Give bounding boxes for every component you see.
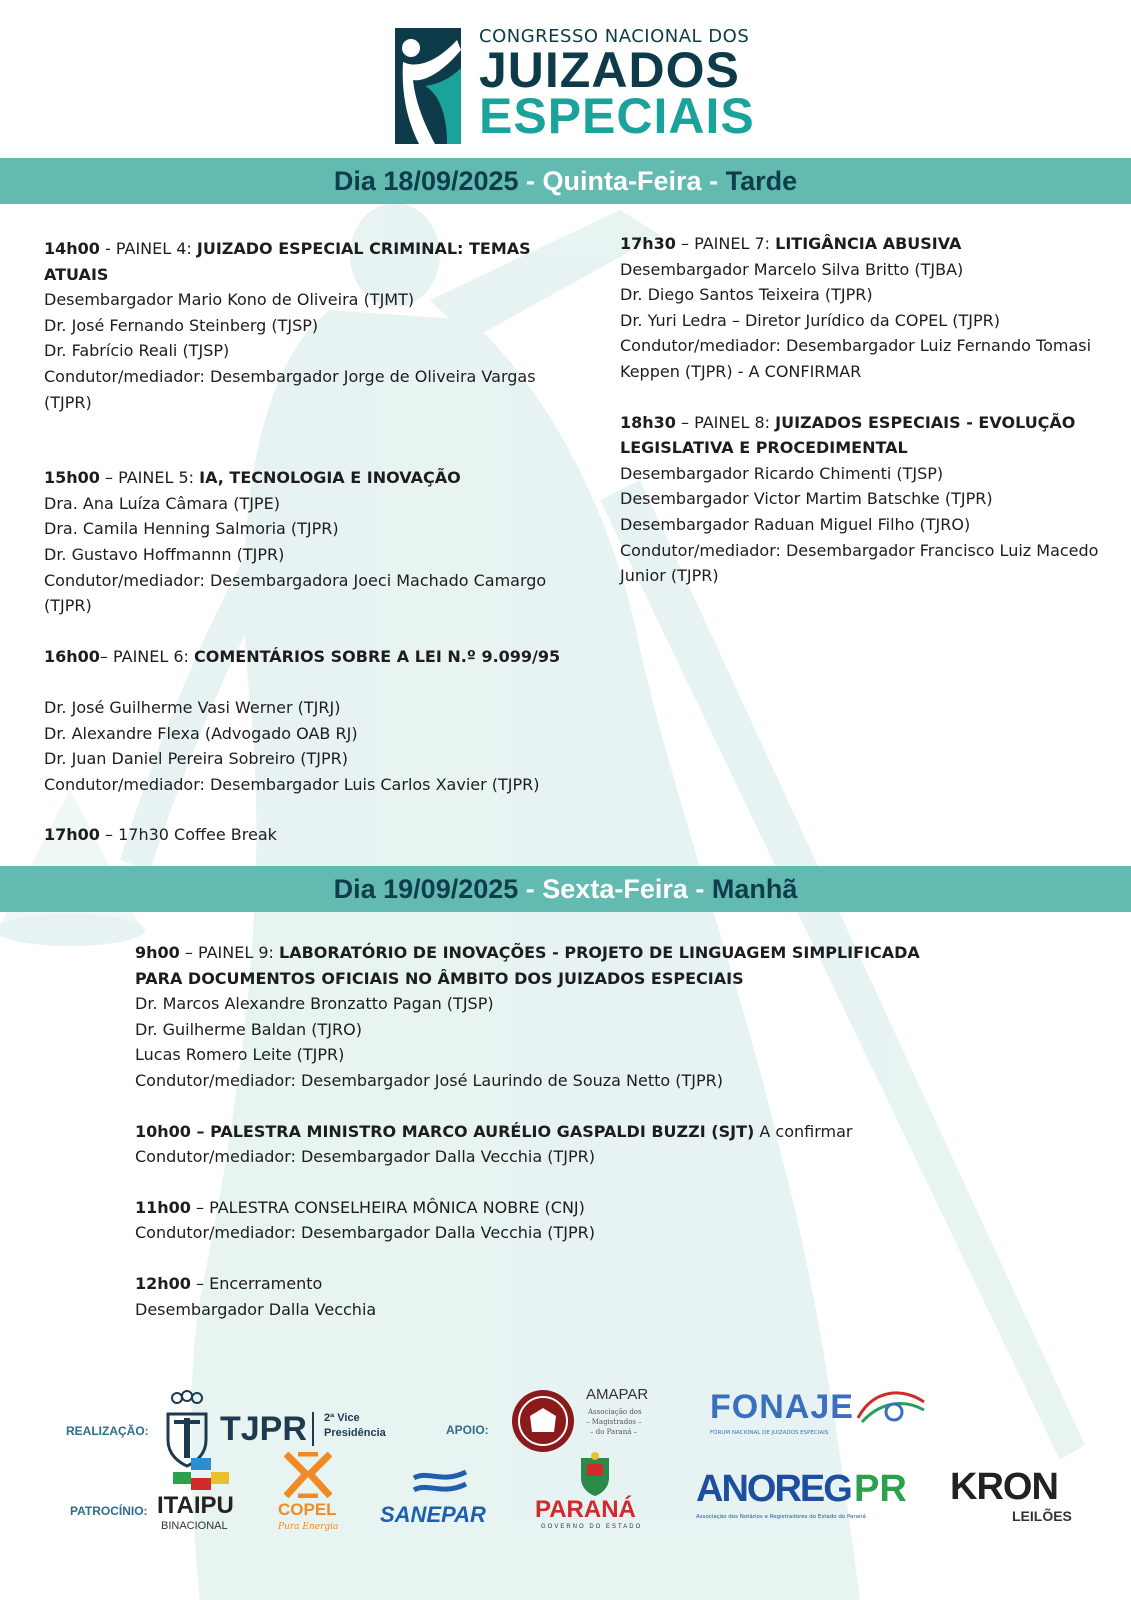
panel-8-title: JUIZADOS ESPECIAIS - EVOLUÇÃO LEGISLATIVA E PROCEDIMENTAL [620,412,1076,458]
speaker: Dr. Diego Santos Teixeira (TJPR) [620,285,873,305]
anoreg-logo: ANOREG PR Associação dos Notários e Registradores do Estado do Paraná [696,1468,907,1520]
congress-logo-icon [395,28,461,144]
copel-symbol-icon [284,1452,332,1498]
sanepar-name: SANEPAR [380,1502,486,1527]
talk-buzzi [135,1119,965,1170]
copel-logo: COPEL Pura Energia [278,1452,358,1542]
moderator: Condutor/mediador: Desembargador Francisco Luiz Macedo Junior (TJPR) [620,540,1099,586]
parana-coat-of-arms-icon [577,1452,613,1496]
speaker: Dr. Guilherme Baldan (TJRO) [135,1019,362,1039]
closing: 12h00 – Encerramento Desembargador Dalla Vecchia [135,1271,965,1322]
day2-weekday: Sexta-Feira [542,874,688,904]
day1-right-column [620,231,1115,614]
day1-left-column [44,236,564,873]
talk-nobre: 11h00 – PALESTRA CONSELHEIRA MÔNICA NOBRE (CNJ) Condutor/mediador: Desembargador Dalla Vecchia (TJPR) [135,1195,965,1246]
realizacao-label: REALIZAÇÃO: [66,1424,149,1438]
day1-period: Tarde [725,166,798,196]
speaker: Desembargador Ricardo Chimenti (TJSP) [620,463,944,483]
parana-logo: PARANÁ GOVERNO DO ESTADO [535,1452,655,1542]
talk-buzzi-time: 10h00 [135,1121,191,1141]
speaker: Dr. Fabrício Reali (TJSP) [44,341,230,361]
kron-name: KRON [950,1466,1058,1508]
closing-time: 12h00 [135,1273,191,1293]
panel-7-time: 17h30 [620,234,676,253]
logo-line-2: JUIZADOS [479,42,740,98]
itaipu-symbol-icon [173,1458,233,1492]
anoreg-pr: PR [854,1468,907,1510]
coffee-break: 17h00 – 17h30 Coffee Break [44,825,277,845]
day1-weekday: Quinta-Feira [542,166,702,196]
panel-6-time: 16h00 [44,646,100,666]
speaker: Dr. José Fernando Steinberg (TJSP) [44,315,319,335]
amapar-seal-icon [510,1388,576,1454]
speaker: Dr. Juan Daniel Pereira Sobreiro (TJPR) [44,749,348,769]
copel-name: COPEL [278,1500,337,1519]
panel-4: 14h00 - PAINEL 4: JUIZADO ESPECIAL CRIMINAL: TEMAS ATUAIS Desembargador Mario Kono de Oliveira (TJMT) Dr. José Fernando Steinberg (TJSP) Dr. Fabrício Reali (TJSP) Condutor/mediador: Desembargador Jorge de Oliveira Vargas (TJPR) [44,236,564,415]
speaker: Dr. Marcos Alexandre Bronzatto Pagan (TJSP) [135,994,494,1014]
moderator: Condutor/mediador: Desembargador Luis Carlos Xavier (TJPR) [44,774,540,794]
logo-line-1: CONGRESSO NACIONAL DOS [479,26,750,47]
fonaje-logo: FONAJE FÓRUM NACIONAL DE JUIZADOS ESPECIAIS [710,1388,930,1448]
speaker: Desembargador Mario Kono de Oliveira (TJMT) [44,290,415,310]
talk-buzzi-note: A confirmar [754,1121,853,1141]
day1-header-band: Dia 18/09/2025 - Quinta-Feira - Tarde [0,158,1131,204]
header [0,0,1131,160]
panel-5-title: IA, TECNOLOGIA E INOVAÇÃO [199,468,461,488]
sponsors-footer [0,1380,1131,1600]
day2-column [135,940,965,1347]
amapar-name: AMAPAR [586,1386,649,1403]
parana-name: PARANÁ [535,1496,636,1523]
speaker: Dr. Gustavo Hoffmannn (TJPR) [44,544,285,564]
sanepar-logo [380,1466,505,1526]
patrocinio-label: PATROCÍNIO: [70,1504,148,1518]
kron-logo: KRON LEILÕES [950,1466,1072,1524]
moderator: Condutor/mediador: Desembargador Jorge de Oliveira Vargas (TJPR) [44,366,536,412]
closing-host: Desembargador Dalla Vecchia [135,1299,377,1319]
speaker: Dr. José Guilherme Vasi Werner (TJRJ) [44,697,341,717]
sanepar-waves-icon [410,1466,470,1500]
tjpr-name: TJPR [220,1410,307,1448]
talk-buzzi-title: – PALESTRA MINISTRO MARCO AURÉLIO GASPALDI BUZZI (SJT) [190,1121,755,1141]
congress-logo-text [479,26,755,144]
speaker: Lucas Romero Leite (TJPR) [135,1045,345,1065]
speaker: Dra. Ana Luíza Câmara (TJPE) [44,493,280,513]
moderator: Condutor/mediador: Desembargador Luiz Fernando Tomasi Keppen (TJPR) - A CONFIRMAR [620,336,1092,381]
fonaje-name: FONAJE [710,1388,854,1426]
speaker: Desembargador Marcelo Silva Britto (TJBA) [620,259,964,279]
panel-5-time: 15h00 [44,468,100,488]
panel-4-title: JUIZADO ESPECIAL CRIMINAL: TEMAS ATUAIS [44,239,531,284]
panel-4-time: 14h00 [44,239,100,258]
panel-6: 16h00– PAINEL 6: COMENTÁRIOS SOBRE A LEI N.º 9.099/95 Dr. José Guilherme Vasi Werner (TJRJ) Dr. Alexandre Flexa (Advogado OAB RJ) Dr. Juan Daniel Pereira Sobreiro (TJPR) Condutor/mediador: Desembargador Luis Carlos Xavier (TJPR) [44,644,564,798]
panel-8: 18h30 – PAINEL 8: JUIZADOS ESPECIAIS - EVOLUÇÃO LEGISLATIVA E PROCEDIMENTAL Desembargador Ricardo Chimenti (TJSP) Desembargador Victor Martim Batschke (TJPR) Desembargador Raduan Miguel Filho (TJRO) Condutor/mediador: Desembargador Francisco Luiz Macedo Junior (TJPR) [620,410,1115,589]
tjpr-sub1: 2ª Vice [324,1412,360,1424]
moderator: Condutor/mediador: Desembargador José Laurindo de Souza Netto (TJPR) [135,1070,724,1090]
moderator: Condutor/mediador: Desembargadora Joeci Machado Camargo (TJPR) [44,570,547,616]
tjpr-shield-icon [162,1390,212,1468]
panel-8-time: 18h30 [620,412,676,432]
panel-6-title: COMENTÁRIOS SOBRE A LEI N.º 9.099/95 [194,646,561,666]
tjpr-sub2: Presidência [324,1427,386,1439]
panel-9-time: 9h00 [135,943,180,962]
panel-7-title: LITIGÂNCIA ABUSIVA [775,234,962,253]
panel-9: 9h00 – PAINEL 9: LABORATÓRIO DE INOVAÇÕES - PROJETO DE LINGUAGEM SIMPLIFICADA PARA DOCUMENTOS OFICIAIS NO ÂMBITO DOS JUIZADOS ESPECIAIS Dr. Marcos Alexandre Bronzatto Pagan (TJSP) Dr. Guilherme Baldan (TJRO) Lucas Romero Leite (TJPR) Condutor/mediador: Desembargador José Laurindo de Souza Netto (TJPR) [135,940,965,1094]
panel-5: 15h00 – PAINEL 5: IA, TECNOLOGIA E INOVAÇÃO Dra. Ana Luíza Câmara (TJPE) Dra. Camila Henning Salmoria (TJPR) Dr. Gustavo Hoffmannn (TJPR) Condutor/mediador: Desembargadora Joeci Machado Camargo (TJPR) [44,465,564,619]
day2-header-band: Dia 19/09/2025 - Sexta-Feira - Manhã [0,866,1131,912]
logo-line-3: ESPECIAIS [479,88,755,144]
day2-date: Dia 19/09/2025 [333,874,519,904]
speaker: Dr. Yuri Ledra – Diretor Jurídico da COPEL (TJPR) [620,310,1001,330]
speaker: Desembargador Victor Martim Batschke (TJPR) [620,489,993,509]
speaker: Dr. Alexandre Flexa (Advogado OAB RJ) [44,723,358,743]
itaipu-logo: ITAIPU BINACIONAL [155,1458,250,1538]
coffee-time: 17h00 [44,825,100,845]
anoreg-name: ANOREG [696,1468,851,1510]
panel-9-title: LABORATÓRIO DE INOVAÇÕES - PROJETO DE LINGUAGEM SIMPLIFICADA PARA DOCUMENTOS OFICIAIS NO ÂMBITO DOS JUIZADOS ESPECIAIS [135,943,920,988]
itaipu-name: ITAIPU [157,1492,234,1519]
apoio-label: APOIO: [446,1423,489,1437]
speaker: Desembargador Raduan Miguel Filho (TJRO) [620,514,971,534]
moderator: Condutor/mediador: Desembargador Dalla Vecchia (TJPR) [135,1223,596,1243]
talk-nobre-time: 11h00 [135,1197,191,1217]
speaker: Dra. Camila Henning Salmoria (TJPR) [44,519,339,539]
day1-date: Dia 18/09/2025 [333,166,519,196]
panel-7: 17h30 – PAINEL 7: LITIGÂNCIA ABUSIVA Desembargador Marcelo Silva Britto (TJBA) Dr. Diego Santos Teixeira (TJPR) Dr. Yuri Ledra – Diretor Jurídico da COPEL (TJPR) Condutor/mediador: Desembargador Luiz Fernando Tomasi Keppen (TJPR) - A CONFIRMAR [620,231,1115,385]
handshake-icon [854,1388,928,1428]
day2-period: Manhã [711,874,798,904]
moderator: Condutor/mediador: Desembargador Dalla Vecchia (TJPR) [135,1147,596,1167]
amapar-logo: AMAPAR Associação dos – Magistrados – – do Paraná – [510,1380,660,1460]
